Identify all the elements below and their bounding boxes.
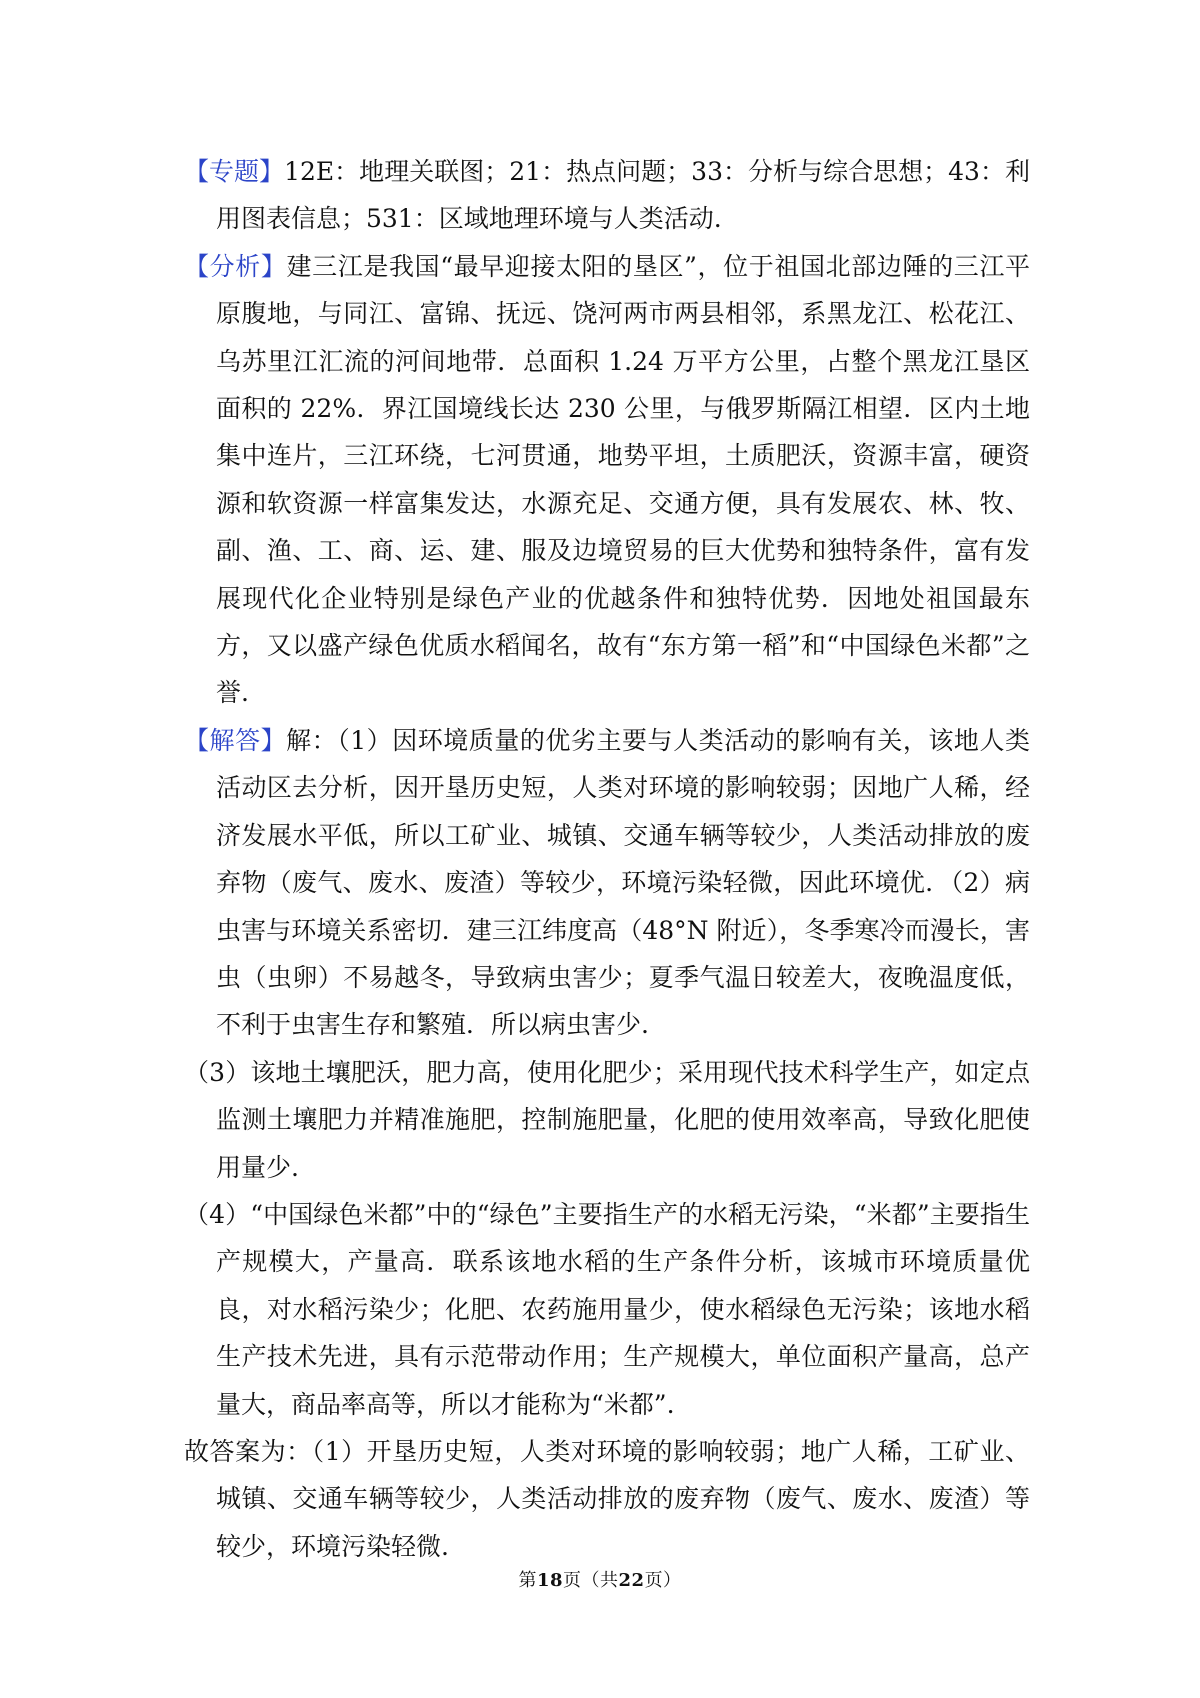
current-page-number: 18 [536,1570,563,1591]
part3-paragraph: （3）该地土壤肥沃，肥力高，使用化肥少；采用现代技术科学生产，如定点监测土壤肥力并精准施肥，控制施肥量，化肥的使用效率高，导致化肥使用量少. [184,1057,1030,1182]
final-answer-paragraph: 故答案为：（1）开垦历史短，人类对环境的影响较弱；地广人稀，工矿业、城镇、交通车辆等较少，人类活动排放的废弃物（废气、废水、废渣）等较少，环境污染轻微. [184,1436,1030,1561]
answer-text: 解：（1）因环境质量的优劣主要与人类活动的影响有关，该地人类活动区去分析，因开垦历史短，人类对环境的影响较弱；因地广人稀，经济发展水平低，所以工矿业、城镇、交通车辆等较少，人类活动排放的废弃物（废气、废水、废渣）等较少，环境污染轻微，因此环境优．（2）病虫害与环境关系密切．建三江纬度高（48°N 附近），冬季寒冷而漫长，害虫（虫卵）不易越冬，导致病虫害少；夏季气温日较差大，夜晚温度低，不利于虫害生存和繁殖．所以病虫害少. [216,725,1030,1040]
answer-paragraph [184,717,1030,1049]
solution-content [184,148,1030,1570]
answer-tag: 【解答】 [184,725,287,755]
topic-tag: 【专题】 [184,157,285,186]
topic-paragraph [184,148,1030,243]
part4-paragraph: （4）“中国绿色米都”中的“绿色”主要指生产的水稻无污染，“米都”主要指生产规模大，产量高．联系该地水稻的生产条件分析，该城市环境质量优良，对水稻污染少；化肥、农药施用量少，使水稻绿色无污染；该地水稻生产技术先进，具有示范带动作用；生产规模大，单位面积产量高，总产量大，商品率高等，所以才能称为“米都”. [184,1199,1030,1419]
footer-suffix: 页） [644,1570,682,1591]
footer-middle: 页（共 [563,1570,619,1591]
total-pages-number: 22 [618,1570,645,1591]
topic-text: 12E：地理关联图；21：热点问题；33：分析与综合思想；43：利用图表信息；531：区域地理环境与人类活动. [216,157,1030,234]
footer-prefix: 第 [518,1570,537,1591]
analysis-paragraph [184,243,1030,717]
page-footer [0,1566,1200,1592]
analysis-text: 建三江是我国“最早迎接太阳的垦区”，位于祖国北部边陲的三江平原腹地，与同江、富锦、抚远、饶河两市两县相邻，系黑龙江、松花江、乌苏里江汇流的河间地带．总面积 1.24 万平方公里，占整个黑龙江垦区面积的 22%．界江国境线长达 230 公里，与俄罗斯隔江相望．区内土地集中连片，三江环绕，七河贯通，地势平坦，土质肥沃，资源丰富，硬资源和软资源一样富集发达，水源充足、交通方便，具有发展农、林、牧、副、渔、工、商、运、建、服及边境贸易的巨大优势和独特条件，富有发展现代化企业特别是绿色产业的优越条件和独特优势．因地处祖国最东方，又以盛产绿色优质水稻闻名，故有“东方第一稻”和“中国绿色米都”之誉. [216,251,1030,708]
analysis-tag: 【分析】 [184,251,287,281]
